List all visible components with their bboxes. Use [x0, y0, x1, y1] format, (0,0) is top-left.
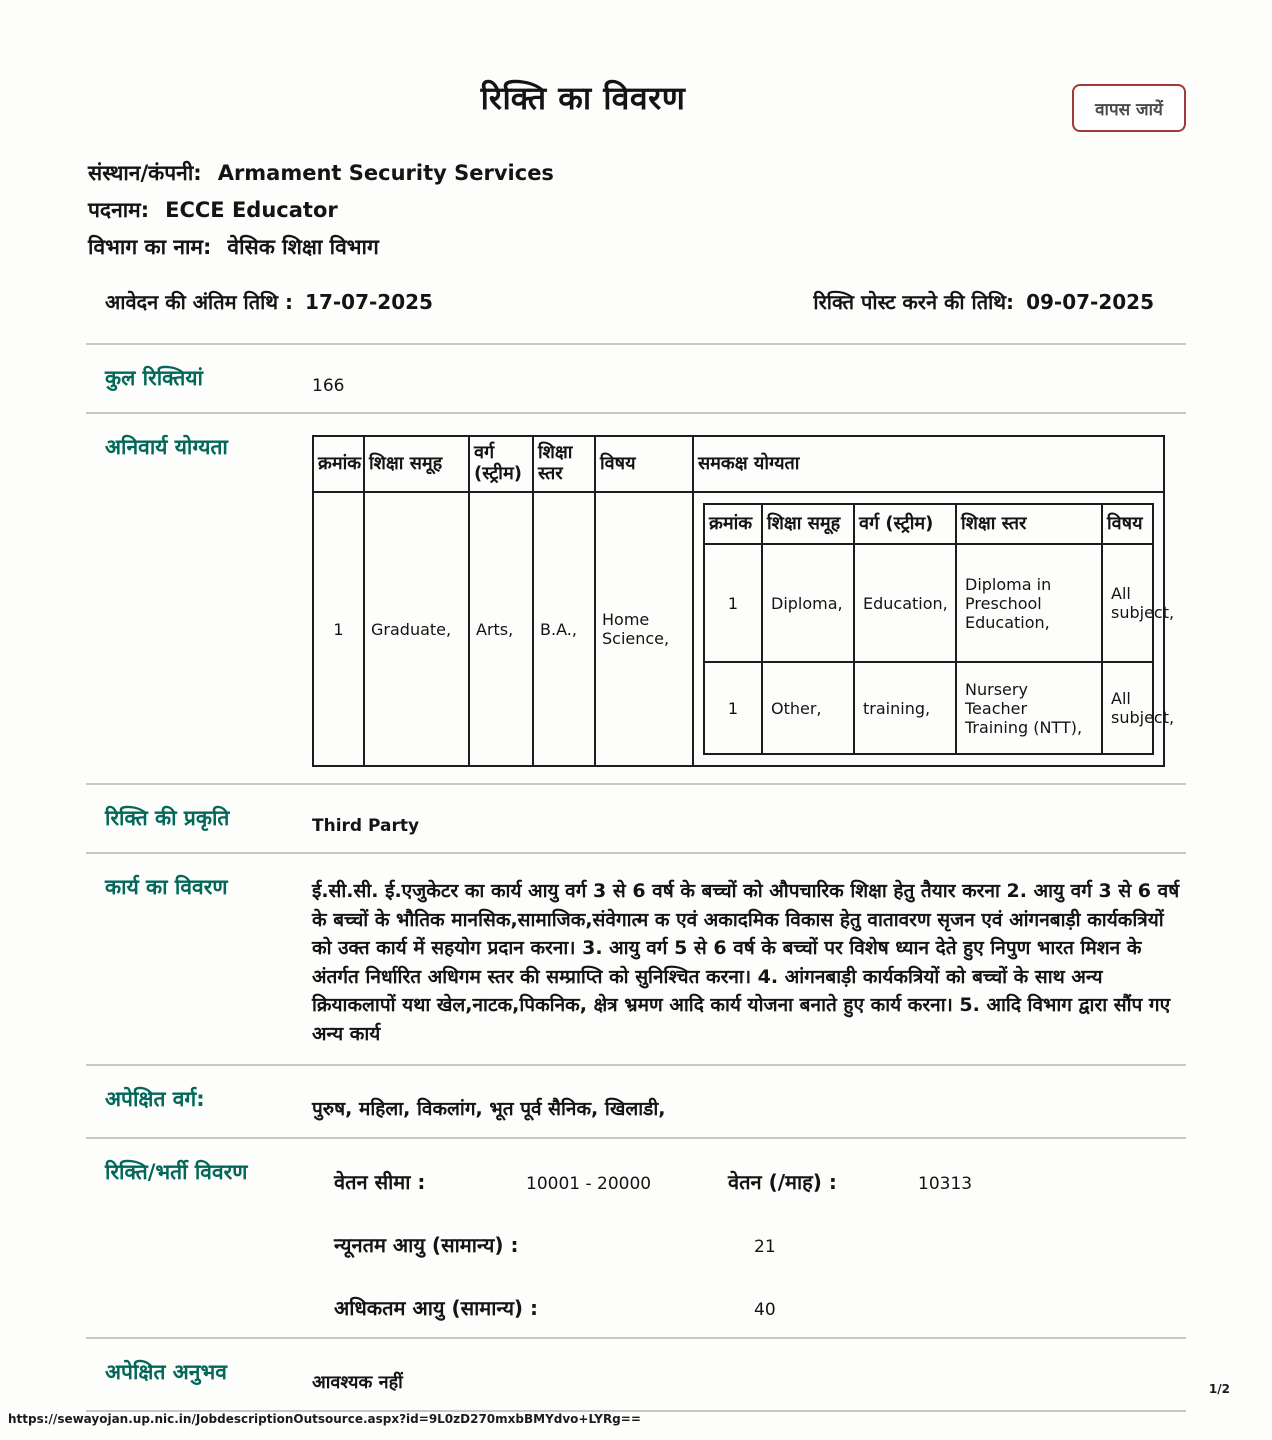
expected-experience-value: आवश्यक नहीं [312, 1372, 403, 1393]
equivalent-table-header-row [704, 504, 1153, 544]
vacancy-nature-value: Third Party [312, 816, 420, 836]
footer-url: https://sewayojan.up.nic.in/JobdescriptionOutsource.aspx?id=9L0zD270mxbBMYdvo+LYRg== [8, 1412, 641, 1426]
salary-month-value: 10313 [918, 1174, 973, 1194]
last-date-value: 17-07-2025 [305, 290, 433, 314]
expected-category-section [86, 1066, 1186, 1137]
vacancy-nature-label: रिक्ति की प्रकृति [105, 806, 230, 830]
last-date-pair [105, 288, 433, 315]
equivalent-qualification-cell [693, 492, 1175, 766]
eq-level: Nursery Teacher Training (NTT), [956, 662, 1102, 754]
job-description-label: कार्य का विवरण [105, 875, 228, 899]
min-age-value: 21 [754, 1237, 776, 1257]
vacancy-nature-section [86, 785, 1186, 852]
post-date-pair [813, 288, 1154, 315]
total-vacancies-label: कुल रिक्तियां [105, 366, 203, 390]
mandatory-qualification-section [86, 414, 1186, 783]
equivalent-row [704, 662, 1153, 754]
designation-label: पदनाम: [88, 198, 150, 222]
qual-col-subject: विषय [595, 436, 693, 492]
qual-col-sno: क्रमांक [313, 436, 364, 492]
job-description-section [86, 854, 1186, 1064]
page-title: रिक्ति का विवरण [480, 79, 686, 117]
max-age-row [334, 1294, 1186, 1321]
expected-experience-label: अपेक्षित अनुभव [105, 1360, 227, 1384]
company-label: संस्थान/कंपनी: [88, 161, 202, 185]
designation-value: ECCE Educator [165, 198, 338, 222]
eq-col-level: शिक्षा स्तर [956, 504, 1102, 544]
expected-category-label: अपेक्षित वर्ग: [105, 1087, 205, 1111]
eq-group: Diploma, [762, 544, 854, 662]
qual-subject: Home Science, [595, 492, 693, 766]
eq-stream: Education, [854, 544, 956, 662]
total-vacancies-value: 166 [312, 376, 345, 396]
back-button[interactable]: वापस जायें [1072, 84, 1186, 132]
min-age-label: न्यूनतम आयु (सामान्य) : [334, 1233, 519, 1257]
expected-experience-section [86, 1339, 1186, 1410]
recruitment-details-label: रिक्ति/भर्ती विवरण [105, 1160, 248, 1184]
department-row [88, 229, 1272, 266]
equivalent-row [704, 544, 1153, 662]
equivalent-qualification-table [703, 503, 1175, 755]
dates-row [105, 288, 1272, 315]
eq-col-subject: विषय [1102, 504, 1153, 544]
qual-stream: Arts, [469, 492, 533, 766]
qual-col-group: शिक्षा समूह [364, 436, 469, 492]
min-age-row [334, 1231, 1186, 1258]
page-number: 1/2 [1208, 1382, 1230, 1396]
last-date-label: आवेदन की अंतिम तिथि : [105, 290, 294, 314]
eq-col-sno: क्रमांक [704, 504, 762, 544]
mandatory-qualification-label: अनिवार्य योग्यता [105, 435, 228, 459]
qualification-table-header-row [313, 436, 1164, 492]
eq-subject: All subject, [1102, 544, 1153, 662]
qual-col-stream: वर्ग (स्ट्रीम) [469, 436, 533, 492]
eq-level: Diploma in Preschool Education, [956, 544, 1102, 662]
eq-col-group: शिक्षा समूह [762, 504, 854, 544]
eq-subject: All subject, [1102, 662, 1153, 754]
department-value: वेसिक शिक्षा विभाग [227, 235, 379, 259]
max-age-label: अधिकतम आयु (सामान्य) : [334, 1296, 539, 1320]
qual-sno: 1 [313, 492, 364, 766]
eq-group: Other, [762, 662, 854, 754]
eq-col-stream: वर्ग (स्ट्रीम) [854, 504, 956, 544]
eq-sno: 1 [704, 544, 762, 662]
eq-sno: 1 [704, 662, 762, 754]
expected-category-value: पुरुष, महिला, विकलांग, भूत पूर्व सैनिक, खिलाडी, [312, 1098, 666, 1120]
salary-month-label: वेतन (/माह) : [728, 1170, 837, 1194]
salary-row [334, 1168, 1186, 1195]
recruitment-details-section [86, 1139, 1186, 1337]
eq-stream: training, [854, 662, 956, 754]
post-date-label: रिक्ति पोस्ट करने की तिथि: [813, 290, 1015, 314]
company-row [88, 155, 1272, 192]
department-label: विभाग का नाम: [88, 235, 212, 259]
qual-level: B.A., [533, 492, 595, 766]
salary-range-label: वेतन सीमा : [334, 1170, 426, 1194]
designation-row [88, 192, 1272, 229]
total-vacancies-section [86, 345, 1186, 412]
job-description-text: ई.सी.सी. ई.एजुकेटर का कार्य आयु वर्ग 3 से 6 वर्ष के बच्चों को औपचारिक शिक्षा हेतु तैयार करना 2. आयु वर्ग 3 से 6 वर्ष के बच्चों के भौतिक मानसिक,सामाजिक,संवेगात्म क एवं अकादमिक विकास हेतु वातावरण सृजन एवं आंगनबाड़ी कार्यकत्रियों को उक्त कार्य में सहयोग प्रदान करना। 3. आयु वर्ग 5 से 6 वर्ष के बच्चों पर विशेष ध्यान देते हुए निपुण भारत मिशन के अंतर्गत निर्धारित अधिगम स्तर की सम्प्राप्ति को सुनिश्चित करना। 4. आंगनबाड़ी कार्यकत्रियों को बच्चों के साथ अन्य क्रियाकलापों यथा खेल,नाटक,पिकनिक, क्षेत्र भ्रमण आदि कार्य योजना बनाते हुए कार्य करना। 5. आदि विभाग द्वारा सौंप गए अन्य कार्य [312, 880, 1180, 1045]
qual-col-equivalent: समकक्ष योग्यता [693, 436, 1164, 492]
qualification-table [312, 435, 1175, 767]
qualification-row [313, 492, 1164, 766]
qual-group: Graduate, [364, 492, 469, 766]
max-age-value: 40 [754, 1300, 776, 1320]
post-date-value: 09-07-2025 [1026, 290, 1154, 314]
company-value: Armament Security Services [217, 161, 554, 185]
salary-range-value: 10001 - 20000 [526, 1174, 652, 1194]
header-info-block [88, 155, 1272, 266]
qual-col-level: शिक्षा स्तर [533, 436, 595, 492]
